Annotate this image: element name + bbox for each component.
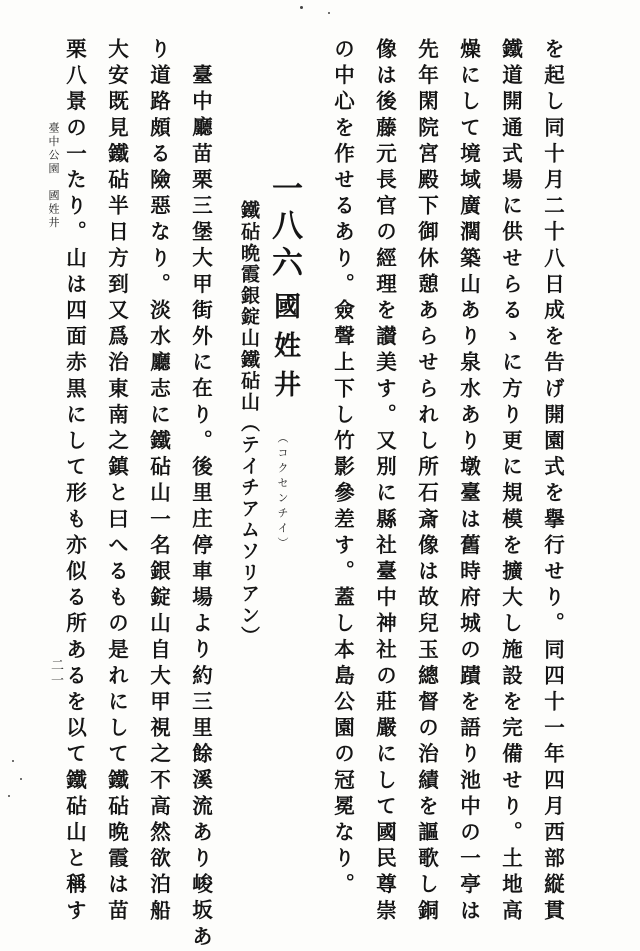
- entry-reading: （コクセンチイ）: [276, 432, 289, 552]
- scan-speck: [8, 795, 10, 797]
- body-line-4: 先年閑院宮殿下御休憩あらせられし所石斎像は故兒玉總督の治績を謳歌し銅: [414, 38, 439, 926]
- scan-speck: [20, 778, 22, 780]
- entry-line-4: 栗八景の一たり。山は四面赤黒にして形も亦似る所あるを以て鐵砧山と稱す: [62, 38, 87, 926]
- scan-speck: [12, 760, 14, 762]
- entry-subheading: 鐵砧晩霞銀錠山鐵砧山（テイチアムソリアン）: [238, 200, 260, 648]
- page-number: 二一: [48, 658, 63, 688]
- scan-speck: [300, 6, 303, 9]
- entry-line-3: 大安既見鐵砧半日方到又爲治東南之鎮と曰へるもの是れにして鐵砧晩霞は苗: [104, 38, 129, 926]
- entry-number: 一八六: [266, 172, 302, 283]
- body-line-6: の中心を作せるあり。僉聲上下し竹影參差す。蓋し本島公園の冠冕なり。: [330, 38, 355, 900]
- body-line-1: を起し同十月二十八日成を告げ開園式を擧行せり。同四十一年四月西部縦貫: [540, 38, 565, 926]
- entry-line-2: り道路頗る險惡なり。淡水廳志に鐵砧山一名銀錠山自大甲視之不高然欲泊船: [146, 38, 171, 926]
- body-line-2: 鐵道開通式場に供せらるゝに方り更に規模を擴大し施設を完備せり。土地高: [498, 38, 523, 926]
- entry-line-1: 臺中廳苗栗三堡大甲街外に在り。後里庄停車場より約三里餘溪流あり峻坂あ: [188, 64, 213, 951]
- body-line-3: 燥にして境域廣濶築山あり泉水あり墩臺は舊時府城の蹟を語り池中の一亭は: [456, 38, 481, 926]
- entry-title: 國姓井: [269, 292, 300, 409]
- scan-speck: [328, 12, 330, 14]
- body-line-5: 像は後藤元長官の經理を讃美す。又別に縣社臺中神社の莊嚴にして國民尊崇: [372, 38, 397, 926]
- running-header: 臺中公園 國姓井: [47, 122, 60, 230]
